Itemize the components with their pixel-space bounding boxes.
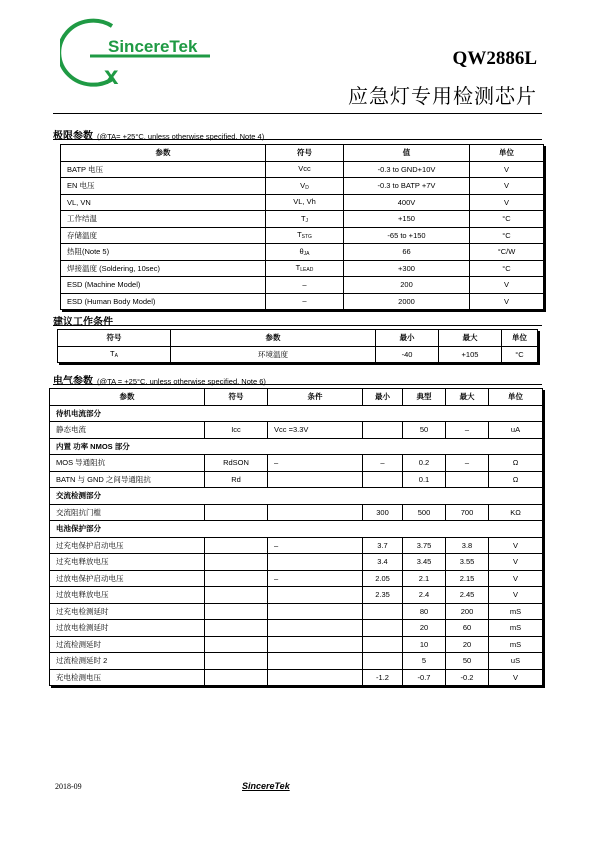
rec-op-table (57, 329, 538, 363)
abs-max-param: 热阻(Note 5) (61, 244, 266, 261)
elec-header-row (50, 389, 543, 406)
abs-max-table (60, 144, 544, 310)
header-divider (53, 113, 542, 114)
abs-max-param: EN 电压 (61, 178, 266, 195)
elec-min (363, 422, 403, 439)
abs-max-symbol: $T_{LEAD}$ (266, 260, 344, 277)
abs-max-symbol: $\theta_{JA}$ (266, 244, 344, 261)
abs-max-value: +150 (344, 211, 470, 228)
elec-param: 过充电释放电压 (50, 554, 205, 571)
abs-max-row (61, 293, 544, 310)
rec-op-col-min: 最小 (376, 330, 439, 347)
elec-unit: V (489, 554, 543, 571)
elec-typ: 500 (403, 504, 446, 521)
elec-param: 过充电检测延时 (50, 603, 205, 620)
elec-param: 交流阻抗门槛 (50, 504, 205, 521)
elec-param: 静态电流 (50, 422, 205, 439)
elec-group-label: 待机电流部分 (50, 405, 543, 422)
abs-max-param: 焊接温度 (Soldering, 10sec) (61, 260, 266, 277)
elec-symbol (205, 570, 268, 587)
abs-max-param: ESD (Machine Model) (61, 277, 266, 294)
elec-unit: mS (489, 620, 543, 637)
elec-symbol (205, 620, 268, 637)
elec-typ: 20 (403, 620, 446, 637)
elec-col-min: 最小 (363, 389, 403, 406)
elec-col-param: 参数 (50, 389, 205, 406)
elec-symbol: Icc (205, 422, 268, 439)
rec-op-title: 建议工作条件 (53, 317, 113, 328)
elec-cond (268, 669, 363, 686)
abs-max-row (61, 227, 544, 244)
elec-min (363, 603, 403, 620)
abs-max-row (61, 161, 544, 178)
elec-min (363, 636, 403, 653)
abs-max-value: 200 (344, 277, 470, 294)
elec-symbol: RdSON (205, 455, 268, 472)
elec-typ: 3.75 (403, 537, 446, 554)
elec-symbol (205, 669, 268, 686)
elec-row (50, 554, 543, 571)
elec-min: 2.05 (363, 570, 403, 587)
elec-col-typ: 典型 (403, 389, 446, 406)
elec-max: 50 (446, 653, 489, 670)
elec-group-label: 电池保护部分 (50, 521, 543, 538)
abs-max-value: +300 (344, 260, 470, 277)
elec-symbol (205, 587, 268, 604)
elec-row (50, 537, 543, 554)
elec-cond: – (268, 570, 363, 587)
elec-row (50, 603, 543, 620)
abs-max-row (61, 194, 544, 211)
abs-max-symbol: – (266, 277, 344, 294)
elec-cond (268, 620, 363, 637)
elec-unit: mS (489, 636, 543, 653)
rec-op-col-unit: 单位 (502, 330, 538, 347)
elec-cond: – (268, 537, 363, 554)
elec-unit: Ω (489, 455, 543, 472)
elec-typ: 10 (403, 636, 446, 653)
elec-unit: V (489, 570, 543, 587)
abs-max-unit: °C (470, 211, 544, 228)
abs-max-row (61, 260, 544, 277)
elec-cond (268, 636, 363, 653)
elec-min: 300 (363, 504, 403, 521)
abs-max-param: BATP 电压 (61, 161, 266, 178)
elec-group-row (50, 488, 543, 505)
rec-op-header-row (58, 330, 538, 347)
elec-cond (268, 587, 363, 604)
elec-group-label: 交流检测部分 (50, 488, 543, 505)
elec-row (50, 653, 543, 670)
elec-typ: 50 (403, 422, 446, 439)
abs-max-unit: V (470, 178, 544, 195)
abs-max-unit: V (470, 277, 544, 294)
elec-max: – (446, 455, 489, 472)
elec-row (50, 620, 543, 637)
elec-typ: 80 (403, 603, 446, 620)
elec-symbol (205, 636, 268, 653)
elec-typ: 5 (403, 653, 446, 670)
abs-max-param: ESD (Human Body Model) (61, 293, 266, 310)
footer-date: 2018-09 (55, 782, 82, 791)
rec-op-row (58, 346, 538, 363)
abs-max-param: 工作结温 (61, 211, 266, 228)
abs-max-symbol: $V_D$ (266, 178, 344, 195)
abs-max-value: -0.3 to BATP +7V (344, 178, 470, 195)
elec-group-label: 内置 功率 NMOS 部分 (50, 438, 543, 455)
abs-max-unit: °C/W (470, 244, 544, 261)
sinceretek-logo (60, 14, 230, 90)
elec-max: -0.2 (446, 669, 489, 686)
elec-min: 3.7 (363, 537, 403, 554)
elec-row (50, 422, 543, 439)
elec-symbol (205, 603, 268, 620)
elec-max: 2.45 (446, 587, 489, 604)
elec-typ: 2.1 (403, 570, 446, 587)
elec-max: 60 (446, 620, 489, 637)
elec-cond: Vcc =3.3V (268, 422, 363, 439)
abs-max-col-param: 参数 (61, 145, 266, 162)
abs-max-symbol: $T_{STG}$ (266, 227, 344, 244)
rec-op-col-symbol: 符号 (58, 330, 171, 347)
elec-cond (268, 554, 363, 571)
elec-typ: -0.7 (403, 669, 446, 686)
abs-max-param: VL, VN (61, 194, 266, 211)
elec-unit: V (489, 537, 543, 554)
abs-max-param: 存储温度 (61, 227, 266, 244)
abs-max-value: 2000 (344, 293, 470, 310)
rec-op-symbol: $T_A$ (58, 346, 171, 363)
elec-row (50, 455, 543, 472)
footer-brand: SincereTek (242, 781, 290, 791)
elec-param: 充电检测电压 (50, 669, 205, 686)
elec-param: 过充电保护启动电压 (50, 537, 205, 554)
elec-row (50, 504, 543, 521)
abs-max-unit: V (470, 194, 544, 211)
rec-op-col-max: 最大 (439, 330, 502, 347)
elec-table (49, 388, 543, 686)
elec-symbol (205, 537, 268, 554)
abs-max-row (61, 277, 544, 294)
elec-typ: 0.2 (403, 455, 446, 472)
elec-max: – (446, 422, 489, 439)
elec-col-symbol: 符号 (205, 389, 268, 406)
elec-col-max: 最大 (446, 389, 489, 406)
abs-max-value: 66 (344, 244, 470, 261)
elec-typ: 0.1 (403, 471, 446, 488)
elec-symbol (205, 554, 268, 571)
abs-max-header-row (61, 145, 544, 162)
elec-group-row (50, 405, 543, 422)
elec-cond (268, 471, 363, 488)
abs-max-note: (@TA= +25°C, unless otherwise specified. Note 4) (97, 132, 265, 141)
abs-max-value: -0.3 to GND+10V (344, 161, 470, 178)
abs-max-divider (53, 139, 542, 140)
abs-max-row (61, 244, 544, 261)
elec-row (50, 636, 543, 653)
elec-symbol: Rd (205, 471, 268, 488)
elec-row (50, 471, 543, 488)
elec-cond: – (268, 455, 363, 472)
elec-unit: V (489, 669, 543, 686)
elec-typ: 3.45 (403, 554, 446, 571)
elec-group-row (50, 438, 543, 455)
logo-x-letter: x (104, 60, 119, 90)
elec-unit: V (489, 587, 543, 604)
elec-row (50, 669, 543, 686)
rec-op-divider (53, 325, 542, 326)
elec-param: 过放电释放电压 (50, 587, 205, 604)
abs-max-symbol: – (266, 293, 344, 310)
elec-max (446, 471, 489, 488)
elec-cond (268, 653, 363, 670)
elec-unit: KΩ (489, 504, 543, 521)
elec-col-unit: 单位 (489, 389, 543, 406)
elec-max: 3.55 (446, 554, 489, 571)
elec-col-cond: 条件 (268, 389, 363, 406)
rec-op-col-param: 参数 (171, 330, 376, 347)
elec-param: 过流检测延时 (50, 636, 205, 653)
abs-max-value: -65 to +150 (344, 227, 470, 244)
elec-param: MOS 导通阻抗 (50, 455, 205, 472)
abs-max-unit: V (470, 293, 544, 310)
elec-symbol (205, 653, 268, 670)
rec-op-min: -40 (376, 346, 439, 363)
elec-max: 700 (446, 504, 489, 521)
elec-min: 3.4 (363, 554, 403, 571)
elec-min: 2.35 (363, 587, 403, 604)
elec-symbol (205, 504, 268, 521)
part-number: QW2886L (452, 48, 537, 69)
logo-text: SincereTek (108, 37, 198, 56)
abs-max-unit: °C (470, 227, 544, 244)
abs-max-value: 400V (344, 194, 470, 211)
rec-op-unit: °C (502, 346, 538, 363)
elec-group-row (50, 521, 543, 538)
elec-min (363, 653, 403, 670)
elec-max: 20 (446, 636, 489, 653)
abs-max-col-symbol: 符号 (266, 145, 344, 162)
abs-max-col-value: 值 (344, 145, 470, 162)
elec-min: -1.2 (363, 669, 403, 686)
elec-unit: uA (489, 422, 543, 439)
elec-note: (@TA = +25°C, unless otherwise specified. Note 6) (97, 377, 266, 386)
elec-max: 200 (446, 603, 489, 620)
elec-min (363, 620, 403, 637)
elec-typ: 2.4 (403, 587, 446, 604)
elec-divider (53, 384, 542, 385)
abs-max-symbol: Vcc (266, 161, 344, 178)
elec-title: 电气参数 (53, 376, 93, 387)
rec-op-param: 环境温度 (171, 346, 376, 363)
elec-unit: uS (489, 653, 543, 670)
elec-max: 2.15 (446, 570, 489, 587)
elec-unit: mS (489, 603, 543, 620)
elec-min: – (363, 455, 403, 472)
abs-max-symbol: $T_J$ (266, 211, 344, 228)
elec-max: 3.8 (446, 537, 489, 554)
abs-max-title: 极限参数 (53, 131, 93, 142)
abs-max-symbol: VL, Vh (266, 194, 344, 211)
elec-unit: Ω (489, 471, 543, 488)
elec-param: 过放电检测延时 (50, 620, 205, 637)
elec-min (363, 471, 403, 488)
page-subtitle: 应急灯专用检测芯片 (348, 84, 537, 108)
abs-max-unit: V (470, 161, 544, 178)
elec-cond (268, 504, 363, 521)
elec-cond (268, 603, 363, 620)
abs-max-unit: °C (470, 260, 544, 277)
abs-max-col-unit: 单位 (470, 145, 544, 162)
rec-op-max: +105 (439, 346, 502, 363)
elec-param: BATN 与 GND 之间导通阻抗 (50, 471, 205, 488)
elec-row (50, 587, 543, 604)
elec-param: 过流检测延时 2 (50, 653, 205, 670)
elec-row (50, 570, 543, 587)
abs-max-row (61, 211, 544, 228)
elec-param: 过放电保护启动电压 (50, 570, 205, 587)
abs-max-row (61, 178, 544, 195)
